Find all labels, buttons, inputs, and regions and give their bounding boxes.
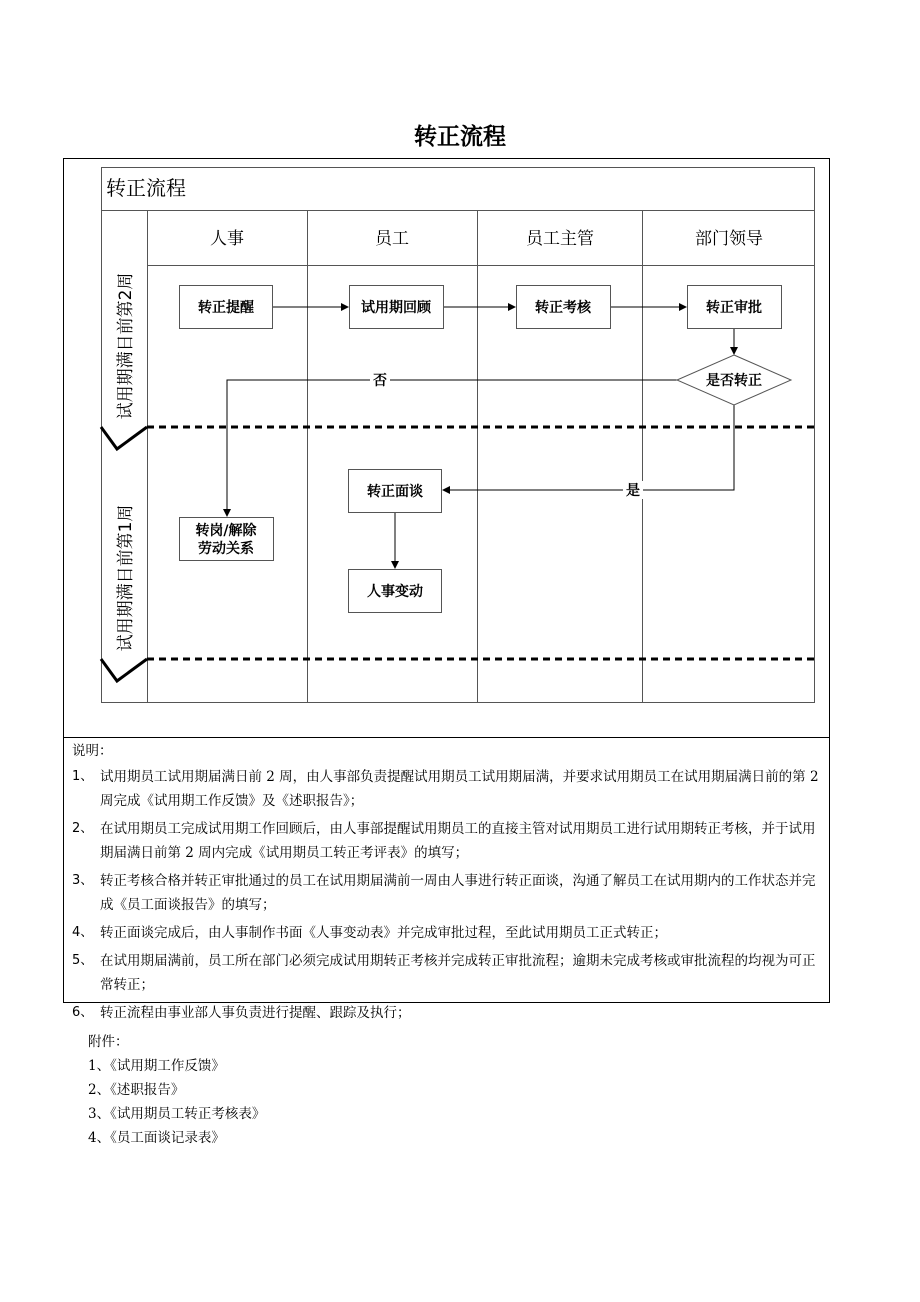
phase-chevron [101,427,147,449]
node-reminder: 转正提醒 [198,300,254,316]
node-decision: 是否转正 [706,373,762,389]
node-interview: 转正面谈 [367,484,423,500]
attachment-item: 1、《试用期工作反馈》 [88,1058,225,1074]
note-number: 3、 [72,873,94,888]
note-number: 4、 [72,925,94,940]
attachments-heading: 附件： [88,1034,129,1050]
node-transfer-line1: 转岗/解除 [195,523,257,539]
note-text: 在试用期届满前，员工所在部门必须完成试用期转正考核并完成转正审批流程；逾期未完成考核或审批流程的均视为可正常转正； [100,953,816,993]
edge-decision-no [227,380,677,516]
note-item [72,765,824,813]
note-number: 2、 [72,821,94,836]
note-number: 5、 [72,953,94,968]
lane-header-hr: 人事 [210,229,244,249]
phase-label-week1: 试用期满日前第1周 [116,504,136,652]
lane-header-supervisor: 员工主管 [526,229,594,249]
phase-chevron [101,659,147,681]
node-assessment: 转正考核 [535,300,591,316]
lane-header-dept-leader: 部门领导 [695,229,763,249]
notes-heading: 说明： [72,743,113,759]
note-text: 转正考核合格并转正审批通过的员工在试用期届满前一周由人事进行转正面谈，沟通了解员工在试用期内的工作状态并完成《员工面谈报告》的填写； [100,873,816,913]
attachments-section [88,1030,488,1150]
attachment-item: 2、《述职报告》 [88,1082,185,1098]
node-review: 试用期回顾 [361,300,431,316]
node-hr-change: 人事变动 [367,584,423,600]
note-text: 转正面谈完成后，由人事制作书面《人事变动表》并完成审批过程，至此试用期员工正式转正； [100,925,667,941]
note-text: 试用期员工试用期届满日前 2 周，由人事部负责提醒试用期员工试用期届满，并要求试用期员工在试用期届满日前的第 2 周完成《试用期工作反馈》及《述职报告》； [100,769,819,809]
note-item [72,921,824,945]
note-number: 1、 [72,769,94,784]
attachment-item: 4、《员工面谈记录表》 [88,1130,225,1146]
node-transfer-line2: 劳动关系 [198,541,254,557]
phase-label-week2: 试用期满日前第2周 [116,272,136,420]
note-item [72,869,824,917]
note-text: 转正流程由事业部人事负责进行提醒、跟踪及执行； [100,1005,411,1021]
edge-label-yes: 是 [626,483,640,499]
pool-title: 转正流程 [106,176,186,200]
edge-label-no: 否 [373,373,387,389]
node-approval: 转正审批 [706,300,762,316]
note-text: 在试用期员工完成试用期工作回顾后，由人事部提醒试用期员工的直接主管对试用期员工进行试用期转正考核，并于试用期届满日前第 2 周内完成《试用期员工转正考评表》的填写； [100,821,816,861]
note-item [72,949,824,997]
note-number: 6、 [72,1005,94,1020]
notes-section [72,741,824,1029]
note-item [72,817,824,865]
attachment-item: 3、《试用期员工转正考核表》 [88,1106,266,1122]
lane-header-employee: 员工 [375,229,409,249]
note-item [72,1001,824,1025]
edge-decision-yes [443,405,734,490]
document-title: 转正流程 [414,124,506,150]
